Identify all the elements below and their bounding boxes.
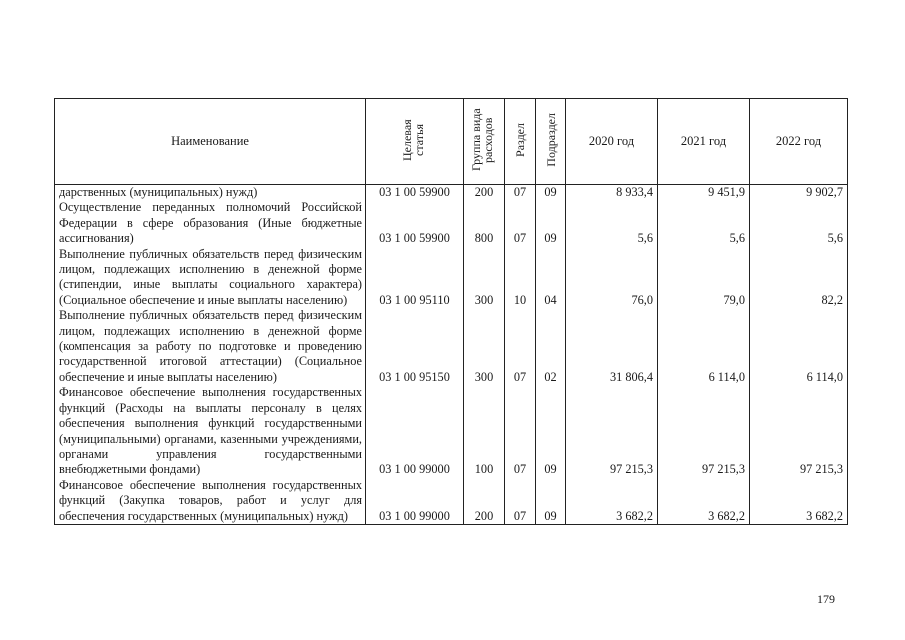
row-group: 200	[464, 478, 505, 525]
table-row	[55, 308, 848, 385]
table-row	[55, 200, 848, 246]
header-section: Раздел	[513, 122, 527, 157]
table-row	[55, 478, 848, 525]
row-2022: 6 114,0	[750, 308, 848, 385]
budget-table	[54, 98, 848, 525]
row-2020: 76,0	[566, 247, 658, 309]
row-2022: 3 682,2	[750, 478, 848, 525]
row-subsection: 09	[536, 185, 566, 201]
row-subsection: 09	[536, 200, 566, 246]
row-group: 300	[464, 308, 505, 385]
row-subsection: 02	[536, 308, 566, 385]
row-name: Выполнение публичных обязательств перед физическим лицом, подлежащих исполнению в денежной форме (компенсация за работу по подготовке и проведению государственной итоговой аттестации) (Социальное обеспечение и иные выплаты населению)	[55, 308, 366, 385]
row-2021: 3 682,2	[658, 478, 750, 525]
row-section: 07	[505, 385, 536, 477]
row-2021: 5,6	[658, 200, 750, 246]
row-2020: 3 682,2	[566, 478, 658, 525]
row-2020: 5,6	[566, 200, 658, 246]
row-subsection: 04	[536, 247, 566, 309]
page-number: 179	[817, 592, 835, 606]
header-year-2022: 2022 год	[750, 99, 848, 185]
table-header-row	[55, 99, 848, 185]
row-section: 07	[505, 185, 536, 201]
row-name: дарственных (муниципальных) нужд)	[55, 185, 366, 201]
header-year-2020: 2020 год	[566, 99, 658, 185]
row-2020: 8 933,4	[566, 185, 658, 201]
row-subsection: 09	[536, 385, 566, 477]
row-2021: 6 114,0	[658, 308, 750, 385]
row-name: Осуществление переданных полномочий Российской Федерации в сфере образования (Иные бюджетные ассигнования)	[55, 200, 366, 246]
row-article: 03 1 00 99000	[366, 385, 464, 477]
header-subsection: Подраздел	[543, 112, 558, 167]
row-group: 200	[464, 185, 505, 201]
row-section: 10	[505, 247, 536, 309]
row-2021: 79,0	[658, 247, 750, 309]
row-section: 07	[505, 200, 536, 246]
header-year-2021: 2021 год	[658, 99, 750, 185]
row-section: 07	[505, 478, 536, 525]
header-name: Наименование	[55, 99, 366, 185]
row-2020: 97 215,3	[566, 385, 658, 477]
row-article: 03 1 00 59900	[366, 185, 464, 201]
row-2021: 9 451,9	[658, 185, 750, 201]
table-row	[55, 185, 848, 201]
row-section: 07	[505, 308, 536, 385]
row-article: 03 1 00 59900	[366, 200, 464, 246]
row-group: 300	[464, 247, 505, 309]
row-subsection: 09	[536, 478, 566, 525]
row-name: Финансовое обеспечение выполнения государственных функций (Расходы на выплаты персоналу в целях обеспечения выполнения функций государственными (муниципальными) органами, казенными учреждениями, органами управления государственными внебюджетными фондами)	[55, 385, 366, 477]
table-row	[55, 247, 848, 309]
row-name: Финансовое обеспечение выполнения государственных функций (Закупка товаров, работ и услуг для обеспечения государственных (муниципальных) нужд)	[55, 478, 366, 525]
row-article: 03 1 00 95110	[366, 247, 464, 309]
row-2022: 5,6	[750, 200, 848, 246]
row-2022: 97 215,3	[750, 385, 848, 477]
row-2022: 82,2	[750, 247, 848, 309]
row-2020: 31 806,4	[566, 308, 658, 385]
row-2021: 97 215,3	[658, 385, 750, 477]
header-expense-group: Группа вида расходов	[469, 108, 495, 171]
row-2022: 9 902,7	[750, 185, 848, 201]
header-target-article: Целевая статья	[399, 118, 426, 161]
table-row	[55, 385, 848, 477]
row-article: 03 1 00 95150	[366, 308, 464, 385]
row-article: 03 1 00 99000	[366, 478, 464, 525]
row-group: 800	[464, 200, 505, 246]
row-group: 100	[464, 385, 505, 477]
row-name: Выполнение публичных обязательств перед физическим лицом, подлежащих исполнению в денежной форме (стипендии, иные выплаты социального характера) (Социальное обеспечение и иные выплаты населению)	[55, 247, 366, 309]
